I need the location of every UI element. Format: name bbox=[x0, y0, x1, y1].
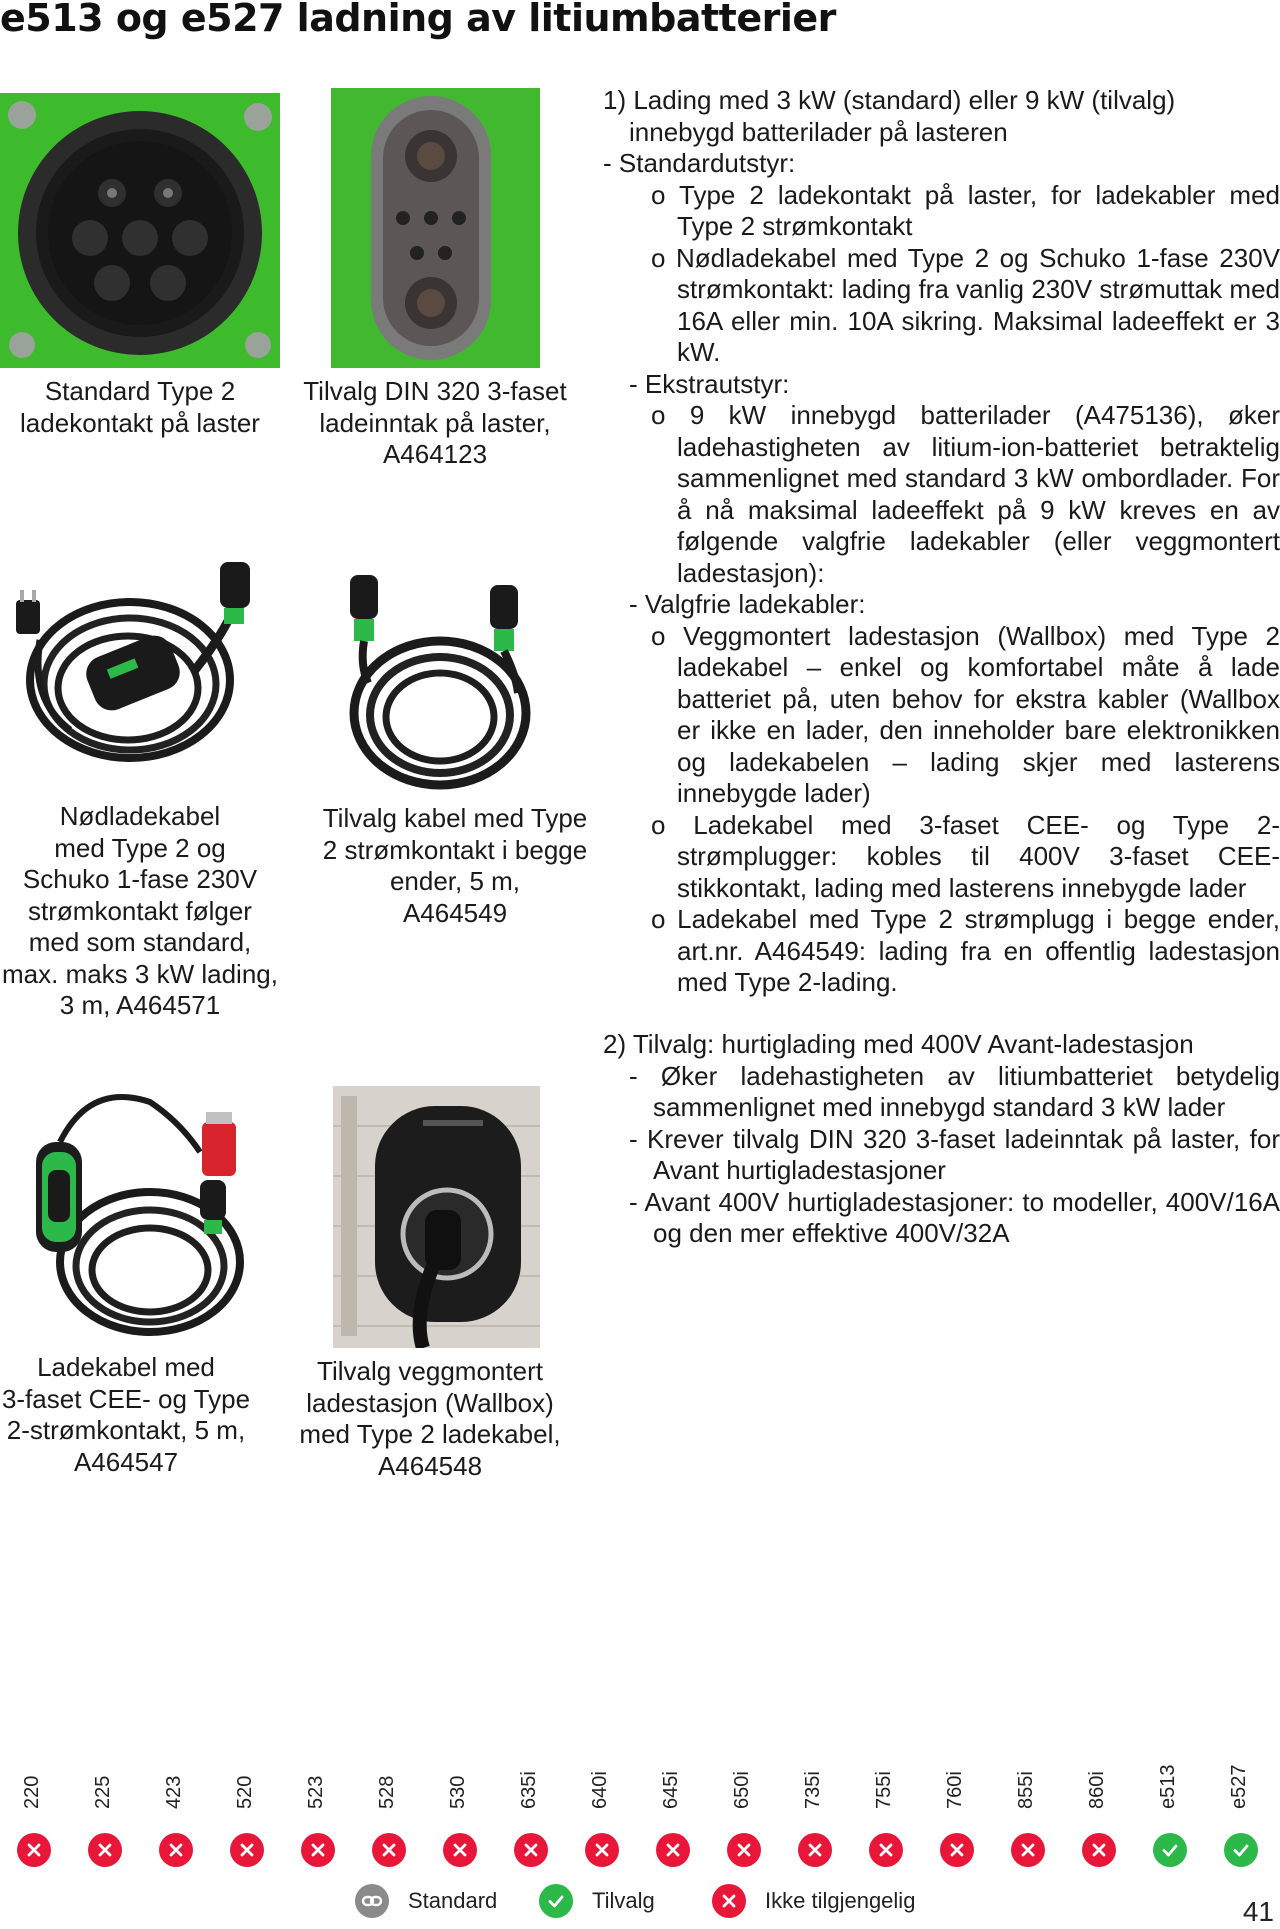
cross-icon bbox=[1082, 1833, 1116, 1867]
wallbox-photo bbox=[333, 1086, 540, 1348]
standard-item-1: o Type 2 ladekontakt på laster, for ladekabler med Type 2 strømkontakt bbox=[651, 179, 1280, 241]
standard-item-2: o Nødladekabel med Type 2 og Schuko 1-fase 230V strømkontakt: lading fra vanlig 230V strømuttak med 16A eller min. 10A sikring. Maksimal ladeeffekt er 3 kW. bbox=[651, 242, 1280, 367]
optional-item-2: o Ladekabel med 3-faset CEE- og Type 2-strømplugger: kobles til 400V 3-faset CEE-stikkontakt, lading med lasterens innebygde lader bbox=[651, 809, 1280, 903]
caption-cee-cable: Ladekabel med 3-faset CEE- og Type 2-strømkontakt, 5 m, A464547 bbox=[1, 1352, 251, 1477]
check-icon bbox=[539, 1884, 573, 1918]
cross-icon bbox=[656, 1833, 690, 1867]
optional-cables-label: - Valgfrie ladekabler: bbox=[629, 589, 866, 619]
optional-item-3: o Ladekabel med Type 2 strømplugg i begge ender, art.nr. A464549: lading fra en offentlig ladestasjon med Type 2-lading. bbox=[651, 904, 1280, 997]
model-label: 520 bbox=[234, 1775, 256, 1809]
caption-type2-cable: Tilvalg kabel med Type 2 strømkontakt i begge ender, 5 m, A464549 bbox=[322, 803, 588, 928]
page-number: 41 bbox=[1242, 1896, 1274, 1927]
cee-cable-photo bbox=[30, 1082, 262, 1344]
model-label: 735i bbox=[802, 1771, 824, 1809]
caption-emergency-cable: Nødladekabel med Type 2 og Schuko 1-fase 230V strømkontakt følger med som standard, max. maks 3 kW lading, 3 m, A464571 bbox=[2, 801, 278, 1020]
legend-ikke-label: Ikke tilgjengelig bbox=[765, 1888, 916, 1913]
legend-tilvalg-label: Tilvalg bbox=[592, 1888, 655, 1913]
optional-item-1: o Veggmontert ladestasjon (Wallbox) med Type 2 ladekabel – enkel og komfortabel måte å lade batteriet på, uten behov for ekstra kabler (Wallbox er ikke en lader, den inneholder bare elektronikken og ladekabelen – lading skjer med lasterens innebygde lader) bbox=[651, 620, 1280, 808]
standard-equipment-label: - Standardutstyr: bbox=[603, 148, 796, 178]
fast-item-1: - Øker ladehastigheten av litiumbatteriet betydelig sammenlignet med innebygd standard 3 kW lader bbox=[629, 1060, 1280, 1122]
model-label: 760i bbox=[944, 1771, 966, 1809]
model-label: 755i bbox=[873, 1771, 895, 1809]
fast-charging-text bbox=[603, 1029, 1280, 1250]
model-label: 635i bbox=[518, 1771, 540, 1809]
cross-icon bbox=[17, 1833, 51, 1867]
model-label: 645i bbox=[660, 1771, 682, 1809]
check-icon bbox=[1153, 1833, 1187, 1867]
cross-icon bbox=[712, 1884, 746, 1918]
model-label: 640i bbox=[589, 1771, 611, 1809]
charging-info-text bbox=[603, 85, 1280, 999]
cross-icon bbox=[1011, 1833, 1045, 1867]
section1-heading-line1: 1) Lading med 3 kW (standard) eller 9 kW (tilvalg) bbox=[603, 85, 1176, 115]
legend bbox=[0, 1882, 1280, 1926]
model-label: 423 bbox=[163, 1775, 185, 1809]
page-title: e513 og e527 ladning av litiumbatterier bbox=[0, 0, 836, 40]
caption-wallbox: Tilvalg veggmontert ladestasjon (Wallbox) med Type 2 ladekabel, A464548 bbox=[299, 1356, 561, 1481]
cross-icon bbox=[798, 1833, 832, 1867]
din320-inlet-photo bbox=[331, 88, 540, 368]
fast-item-3: - Avant 400V hurtigladestasjoner: to modeller, 400V/16A og den mer effektive 400V/32A bbox=[629, 1186, 1280, 1248]
model-label: 220 bbox=[21, 1775, 43, 1809]
cross-icon bbox=[372, 1833, 406, 1867]
cross-icon bbox=[159, 1833, 193, 1867]
type2-socket-photo bbox=[0, 93, 280, 368]
caption-type2: Standard Type 2 ladekontakt på laster bbox=[20, 376, 260, 438]
cross-icon bbox=[514, 1833, 548, 1867]
emergency-cable-photo bbox=[10, 560, 270, 790]
model-label: e527 bbox=[1228, 1764, 1250, 1809]
cross-icon bbox=[940, 1833, 974, 1867]
model-label: 530 bbox=[447, 1775, 469, 1809]
model-availability-row bbox=[0, 1765, 1280, 1875]
model-label: 860i bbox=[1086, 1771, 1108, 1809]
model-label: 528 bbox=[376, 1775, 398, 1809]
model-label: 225 bbox=[92, 1775, 114, 1809]
check-icon bbox=[1224, 1833, 1258, 1867]
cross-icon bbox=[301, 1833, 335, 1867]
cross-icon bbox=[88, 1833, 122, 1867]
caption-din320: Tilvalg DIN 320 3-faset ladeinntak på laster, A464123 bbox=[303, 376, 567, 469]
fast-item-2: - Krever tilvalg DIN 320 3-faset ladeinntak på laster, for Avant hurtigladestasjoner bbox=[629, 1123, 1280, 1185]
legend-standard-label: Standard bbox=[408, 1888, 498, 1913]
model-label: 855i bbox=[1015, 1771, 1037, 1809]
section1-heading-line2: innebygd batterilader på lasteren bbox=[629, 116, 1008, 147]
cross-icon bbox=[443, 1833, 477, 1867]
model-label: 523 bbox=[305, 1775, 327, 1809]
cross-icon bbox=[585, 1833, 619, 1867]
section2-heading: 2) Tilvalg: hurtiglading med 400V Avant-ladestasjon bbox=[603, 1029, 1194, 1059]
model-label: e513 bbox=[1157, 1764, 1179, 1809]
extra-item-1: o 9 kW innebygd batterilader (A475136), øker ladehastigheten av litium-ion-batteriet betraktelig sammenlignet med standard 3 kW ombordlader. For å nå maksimal ladeeffekt på 9 kW kreves en av følgende valgfrie ladekabler (eller veggmontert ladestasjon): bbox=[651, 400, 1280, 588]
link-icon bbox=[355, 1884, 389, 1918]
cross-icon bbox=[727, 1833, 761, 1867]
extra-equipment-label: - Ekstrautstyr: bbox=[629, 368, 790, 399]
type2-cable-photo bbox=[340, 565, 540, 795]
cross-icon bbox=[869, 1833, 903, 1867]
cross-icon bbox=[230, 1833, 264, 1867]
model-label: 650i bbox=[731, 1771, 753, 1809]
